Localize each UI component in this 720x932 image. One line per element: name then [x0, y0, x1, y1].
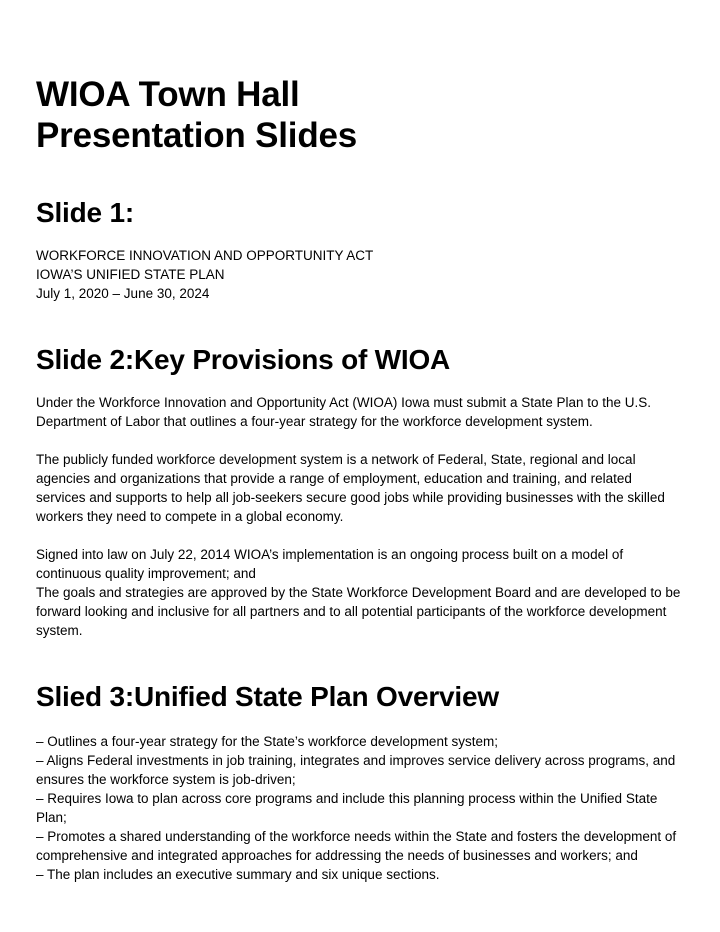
slide-2-paragraph-3: Signed into law on July 22, 2014 WIOA’s implementation is an ongoing process built on a model of continuous quality improvement; and [36, 547, 624, 581]
slide-1-line-plan: IOWA’S UNIFIED STATE PLAN [36, 267, 225, 282]
slide-3-list-item: – The plan includes an executive summary and six unique sections. [36, 867, 440, 882]
document-title-line-1: WIOA Town Hall [36, 75, 300, 114]
document-title-line-2: Presentation Slides [36, 116, 358, 155]
slide-3-section [36, 680, 684, 884]
slide-1-heading: Slide 1: [36, 197, 134, 228]
slide-2-paragraph-1: Under the Workforce Innovation and Opportunity Act (WIOA) Iowa must submit a State Plan to the U.S. Department of Labor that outlines a four-year strategy for the workforce development system. [36, 395, 652, 429]
slide-2-paragraph-4: The goals and strategies are approved by the State Workforce Development Board and are developed to be forward looking and inclusive for all partners and to all potential participants of the workforce development system. [36, 585, 681, 638]
paragraph-spacer [36, 431, 684, 450]
slide-2-paragraph-2: The publicly funded workforce development system is a network of Federal, State, regional and local agencies and organizations that provide a range of employment, education and training, and related services and supports to help all job-seekers secure good jobs while providing businesses with the skilled workers they need to compete in a global economy. [36, 452, 665, 524]
slide-3-list-item: – Promotes a shared understanding of the workforce needs within the State and fosters the development of comprehensive and integrated approaches for addressing the needs of businesses and workers; and [36, 829, 677, 863]
slide-3-list-item: – Outlines a four-year strategy for the State’s workforce development system; [36, 734, 498, 749]
slide-2-content [36, 393, 684, 640]
slide-1-content [36, 246, 684, 303]
slide-1-line-act: WORKFORCE INNOVATION AND OPPORTUNITY ACT [36, 248, 374, 263]
slide-1-section [36, 196, 684, 303]
paragraph-spacer [36, 526, 684, 545]
document-title [36, 74, 684, 156]
slide-2-heading: Slide 2:Key Provisions of WIOA [36, 344, 451, 375]
slide-2-section [36, 343, 684, 640]
slide-1-line-dates: July 1, 2020 – June 30, 2024 [36, 286, 210, 301]
slide-3-list-item: – Aligns Federal investments in job training, integrates and improves service delivery across programs, and ensures the workforce system is job-driven; [36, 753, 676, 787]
slide-3-list [36, 732, 684, 884]
slide-3-heading: Slied 3:Unified State Plan Overview [36, 681, 499, 712]
slide-3-list-item: – Requires Iowa to plan across core programs and include this planning process within the Unified State Plan; [36, 791, 658, 825]
